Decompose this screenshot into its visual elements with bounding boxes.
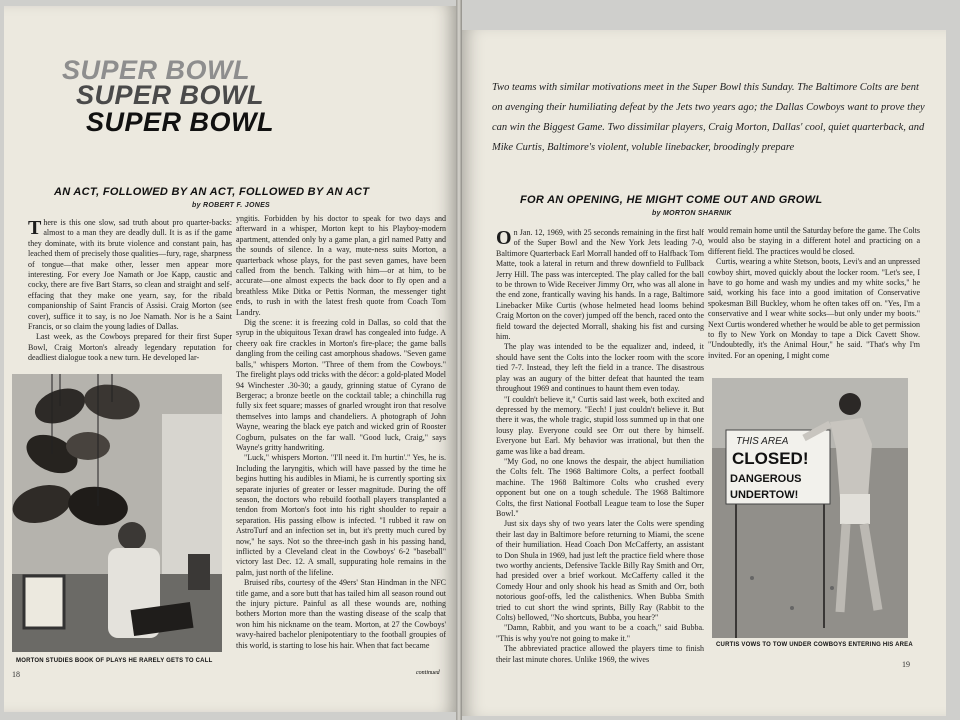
right-photo-caption: CURTIS VOWS TO TOW UNDER COWBOYS ENTERING HIS AREA: [716, 642, 913, 648]
paragraph: yngitis. Forbidden by his doctor to speak for two days and afterward in a whisper, Morton kept to his Playboy-modern apartment, attended only by a game plan, a girl named Patty and the sounds of silence. In a way, mute-ness suits Morton, a quarterback whose plays, for the past seven games, have been called from the bench. Talking with him—or at him, to be accurate—one almost expects the back door to fly open and a breathless Mike Ditka or Pettis Norman, the messenger tight ends, to rush in with the latest fresh quote from Coach Tom Landry.: [236, 214, 446, 317]
intro-deck: Two teams with similar motivations meet in the Super Bowl this Sunday. The Baltimore Colts are bent on avenging their humiliating defeat by the Jets two years ago; the Dallas Cowboys want to prove they can win the Biggest Game. Two dissimilar players, Craig Morton, Dallas' cool, quiet quarterback, and Mike Curtis, Baltimore's violent, voluble linebacker, broodingly prepare: [492, 82, 925, 153]
dropcap: T: [28, 218, 42, 239]
paragraph: Curtis, wearing a white Stetson, boots, Levi's and an unpressed cowboy shirt, moved quickly about the locker room. "Let's see, I have to go home and wash my undies and my white socks," he said, working his face into a good imitation of Conservative spokesman Bill Buckley, whom he often takes off on. "Yes, I'm a conservative and I wear white socks—but only under my boots." Next Curtis wondered whether he would be able to get permission to fly to New York on Monday to tape a Dick Cavett Show. "Undoubtedly, it's the Animal Hour," he said. "That's why I'm invited. For an opening, I might come: [708, 257, 920, 360]
right-byline: by MORTON SHARNIK: [652, 210, 732, 217]
paragraph: The play was intended to be the equalizer and, indeed, it should have sent the Colts into the locker room with the score tied 7-7. Instead, they left the field in a trance. The disastrous play was an augury of the bitter defeat that haunted the team throughout 1969 and continues to haunt them even today.: [496, 342, 704, 394]
dropcap: O: [496, 228, 512, 249]
paragraph: "Luck," whispers Morton. "I'll need it. I'm hurtin'." Yes, he is. Including the laryngitis, which will have passed by the time he begins hutting his audibles in Miami, he is currently sporting six separate injuries of greater or lesser magnitude. During the off season, the doctors who rebuild football players transplanted a tendon from Morton's foot into his right shoulder to repair a separation. His passing elbow is infected. "I rubbed it raw on AstroTurf and an infection set in, but it's pretty much cured by now," he says. Not so the three-inch gash in his passing hand, inflicted by a Cleveland cleat in the Cowboys' 6-2 "baseball" victory last Dec. 12. A small, suppurating hole remains in the palm, just north of the lifeline.: [236, 453, 446, 577]
paragraph: Last week, as the Cowboys prepared for their first Super Bowl, Craig Morton's already legendary reputation for deadliest dialogue took a new turn. He developed lar-: [28, 332, 232, 363]
curtis-photo-illustration: [712, 378, 908, 638]
left-photo-caption: MORTON STUDIES BOOK OF PLAYS HE RARELY GETS TO CALL: [16, 658, 213, 664]
paragraph: Dig the scene: it is freezing cold in Dallas, so cold that the syrup in the ubiquitous Texan drawl has congealed into fudge. A cheery oak fire crackles in Morton's fire-place; the game balls dangling from the ceiling cast amorphous shadows. "Seven game balls," whispers Morton. "Three of them from the Cowboys." The firelight plays odd tricks with the décor: a gold-plated Model 94 Winchester .30-30; a gaudy, grinning statue of Cyrano de Bergerac; a bronze beetle on the cocktail table; a chinchilla rug fully six feet square; masses of gnarled wrought iron that resolve themselves into lamps and chandeliers. A photograph of John Wayne, wearing the black eye patch and wicked grin of Rooster Cogburn, pulsates on the far wall. "Good luck, Craig," says Wayne's gritty handwriting.: [236, 318, 446, 452]
sign-line-1: THIS AREA: [736, 436, 789, 447]
paragraph: "My God, no one knows the despair, the abject humiliation the Colts felt. The 1968 Baltimore Colts, a perfect football machine. The 1968 Baltimore Colts who crushed every opponent but one on a tough schedule. The 1968 Baltimore Colts, the first National Football League team to lose the Super Bowl.": [496, 456, 704, 518]
right-headline: FOR AN OPENING, HE MIGHT COME OUT AND GROWL: [520, 194, 823, 206]
curtis-photo: [712, 378, 908, 638]
paragraph: would remain home until the Saturday before the game. The Colts would also be staying in a different hotel and practicing on a different field. The practices would be closed.: [708, 226, 920, 256]
title-line-2: SUPER BOWL: [76, 80, 265, 110]
left-column-1: [28, 218, 232, 368]
left-page: [4, 6, 456, 712]
continued-note: continued: [416, 670, 440, 676]
paragraph: Bruised ribs, courtesy of the 49ers' Stan Hindman in the NFC title game, and a sore butt that has tailed him all season round out the injury picture. Painful as all these wounds are, nothing bothers Morton more than the wasting disease of the scalp that won him his nickname on the team. Morton, at 27 the Cowboys' wavy-haired bachelor plenipotentiary to the football groupies of this world, is starting to lose his hair. When that fact became: [236, 578, 446, 650]
right-page: [462, 30, 946, 716]
page-number-left: 18: [12, 670, 20, 679]
sign-line-4: UNDERTOW!: [730, 489, 799, 501]
paragraph: n Jan. 12, 1969, with 25 seconds remaining in the first half of the Super Bowl and the New York Jets leading 7-0, Baltimore Quarterback Earl Morrall handed off to Halfback Tom Matte, took a lateral in return and threw downfield to Fullback Jerry Hill. The pass was intercepted. The play called for the ball to be thrown to Wide Receiver Jimmy Orr, who was all alone in the end zone, frantically waving his hands. In a rage, Baltimore Linebacker Mike Curtis (whose helmeted head looms behind Craig Morton on the cover) jumped off the bench, raced onto the field toward the dejected Morrall, shaking his fist and cursing him.: [496, 228, 704, 342]
left-headline: AN ACT, FOLLOWED BY AN ACT, FOLLOWED BY AN ACT: [54, 186, 370, 198]
paragraph: here is this one slow, sad truth about pro quarter-backs: almost to a man they are deadly dull. It is as if the game they dominate, with its brute violence and constant pain, has leached them of precisely those qualities—fury, rage, sharpness of tongue—that make other, lesser men appear more interesting. For every Joe Namath or Joe Kapp, caustic and cocky, there are five Bart Starrs, so clean and straight and self-effacing that they make one yearn, say, for the ribald companionship of Saint Francis of Assisi. Craig Morton (see cover), suffice it to say, is no Joe Namath. Nor is he a Saint Francis, or so claim the young ladies of Dallas.: [28, 218, 232, 332]
title-line-3: SUPER BOWL: [86, 107, 275, 137]
left-column-2: [236, 214, 446, 676]
right-column-2: [708, 226, 920, 376]
sign-line-2: CLOSED!: [732, 449, 809, 468]
title-line-1: SUPER BOWL: [62, 55, 251, 85]
paragraph: The abbreviated practice allowed the players time to finish their last minute chores. Unlike 1969, the wives: [496, 644, 704, 664]
sign-line-3: DANGEROUS: [730, 473, 802, 485]
left-byline: by ROBERT F. JONES: [192, 202, 271, 209]
paragraph: "I couldn't believe it," Curtis said last week, both excited and depressed by the memory. "Eech! I just couldn't believe it. But there it was, the whole tragic, stupid loss summed up in that one lousy play. Everyone could see Orr out there by himself. Everyone but Earl. My behavior was irrational, but then the game was like a bad dream.: [496, 394, 704, 456]
page-number-right: 19: [902, 660, 910, 669]
paragraph: Just six days shy of two years later the Colts were spending their last day in Baltimore before returning to Miami, the scene of their humiliation. Head Coach Don McCafferty, an assistant to Don Shula in 1969, had just left the practice field where those two worthy ancients, Defensive Tackle Billy Ray Smith and Orr, had presided over a brief workout. McCafferty called it the Comedy Hour and only shook his head as Smith and Orr, both notorious goof-offs, led the calisthenics. When Bubba Smith tried to cut short the wind sprints, Billy Ray (Rabbit to the Colts) bellowed, "No shortcuts, Bubba, you hear?": [496, 519, 704, 623]
morton-photo-illustration: [12, 374, 222, 652]
paragraph: "Damn, Rabbit, and you want to be a coach," said Bubba. "This is why you're not going to make it.": [496, 623, 704, 643]
right-column-1: [496, 228, 704, 690]
morton-photo: [12, 374, 222, 652]
